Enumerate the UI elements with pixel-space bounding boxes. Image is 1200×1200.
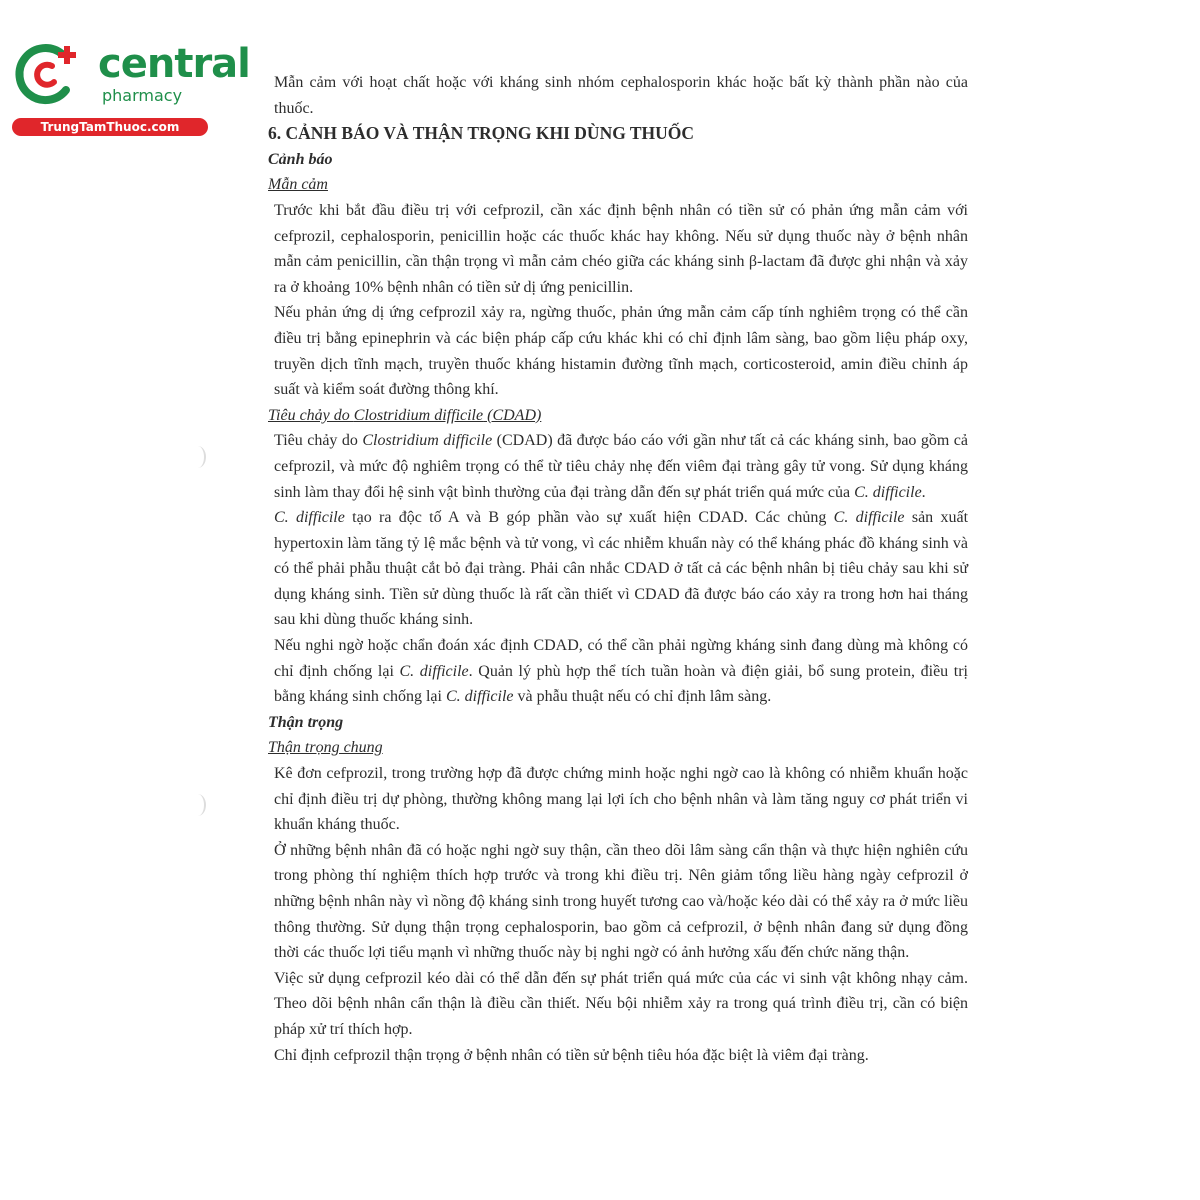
text-run-italic: Clostridium difficile bbox=[362, 432, 493, 450]
text-run-italic: C. difficile bbox=[274, 509, 345, 527]
text-run-italic: C. difficile bbox=[833, 509, 905, 527]
paragraph-hypersensitivity-1: Trước khi bắt đầu điều trị với cefprozil, cần xác định bệnh nhân có tiền sử có phản ứng mẫn cảm với cefprozil, cephalosporin, penicillin hoặc các thuốc khác hay không. Nếu sử dụng thuốc này ở bệnh nhân mẫn cảm penicillin, cần thận trọng vì mẫn cảm chéo giữa các kháng sinh β-lactam đã được ghi nhận và xảy ra ở khoảng 10% bệnh nhân có tiền sử dị ứng penicillin. bbox=[274, 201, 968, 296]
paragraph-hypersensitivity-2: Nếu phản ứng dị ứng cefprozil xảy ra, ngừng thuốc, phản ứng mẫn cảm cấp tính nghiêm trọng có thể cần điều trị bằng epinephrin và các biện pháp cấp cứu khác khi có chỉ định lâm sàng, bao gồm liệu pháp oxy, truyền dịch tĩnh mạch, truyền thuốc kháng histamin đường tĩnh mạch, corticosteroid, amin điều chỉnh áp suất và kiểm soát đường thông khí. bbox=[274, 304, 968, 399]
pharmacy-cross-icon bbox=[12, 38, 84, 110]
brand-name: central bbox=[98, 41, 250, 87]
subheading-warning: Cảnh báo bbox=[268, 150, 333, 168]
text-run-italic: C. difficile bbox=[445, 688, 514, 706]
paragraph-contraindication: Mẫn cảm với hoạt chất hoặc với kháng sinh nhóm cephalosporin khác hoặc bất kỳ thành phần nào của thuốc. bbox=[274, 74, 968, 117]
text-run: sản xuất hypertoxin làm tăng tỷ lệ mắc bệnh và tử vong, vì các nhiễm khuẩn này có thể kháng phác đồ kháng sinh và có thể phải phẫu thuật cắt bỏ đại tràng. Phải cân nhắc CDAD ở tất cả các bệnh nhân bị tiêu chảy sau khi sử dụng kháng sinh. Tiền sử dùng thuốc là rất cần thiết vì CDAD đã được báo cáo xảy ra trong hơn hai tháng sau khi dùng thuốc kháng sinh. bbox=[274, 509, 969, 629]
paragraph-precautions-4: Chỉ định cefprozil thận trọng ở bệnh nhân có tiền sử bệnh tiêu hóa đặc biệt là viêm đại tràng. bbox=[274, 1046, 869, 1064]
paragraph-cdad-1 bbox=[268, 428, 968, 505]
section-heading: 6. CẢNH BÁO VÀ THẬN TRỌNG KHI DÙNG THUỐC bbox=[268, 123, 695, 144]
text-run-italic: C. difficile bbox=[854, 483, 922, 501]
subheading-precautions: Thận trọng bbox=[268, 713, 344, 731]
subheading-cdad-part: (CDAD) bbox=[483, 406, 542, 424]
paragraph-precautions-3: Việc sử dụng cefprozil kéo dài có thể dẫn đến sự phát triển quá mức của các vi sinh vật không nhạy cảm. Theo dõi bệnh nhân cẩn thận là điều cần thiết. Nếu bội nhiễm xảy ra trong quá trình điều trị, cần có biện pháp xử trí thích hợp. bbox=[274, 969, 968, 1038]
brand-subtitle: pharmacy bbox=[102, 86, 183, 105]
text-run: Tiêu chảy do bbox=[274, 432, 363, 450]
paragraph-precautions-1: Kê đơn cefprozil, trong trường hợp đã được chứng minh hoặc nghi ngờ cao là không có nhiễm khuẩn hoặc chỉ định điều trị dự phòng, thường không mang lại lợi ích cho bệnh nhân và làm tăng nguy cơ phát triển vi khuẩn kháng thuốc. bbox=[274, 765, 968, 834]
text-run: (CDAD) đã được báo cáo với gần như tất cả các kháng sinh, bao gồm cả cefprozil, và mức độ nghiêm trọng có thể từ tiêu chảy nhẹ đến viêm đại tràng gây tử vong. Sử dụng kháng sinh làm thay đổi hệ sinh vật bình thường của đại tràng dẫn đến sự phát triển quá mức của bbox=[274, 432, 968, 501]
text-run-italic: C. difficile bbox=[399, 662, 469, 680]
text-run: . bbox=[921, 483, 926, 501]
punch-hole-mark bbox=[190, 446, 206, 468]
brand-url-badge: TrungTamThuoc.com bbox=[12, 118, 208, 136]
document-body bbox=[268, 70, 968, 1068]
subheading-hypersensitivity: Mẫn cảm bbox=[268, 176, 328, 194]
paragraph-cdad-3 bbox=[268, 633, 968, 710]
paragraph-cdad-2 bbox=[268, 505, 968, 633]
subheading-cdad-part: Tiêu chảy do bbox=[268, 406, 354, 424]
text-run: Nếu nghi ngờ hoặc chẩn đoán xác định CDAD, có thể cần phải ngừng kháng sinh đang dùng mà không có chỉ định chống lại bbox=[274, 637, 968, 680]
subheading-general-precautions: Thận trọng chung bbox=[268, 739, 383, 757]
subheading-cdad bbox=[268, 403, 968, 429]
text-run: tạo ra độc tố A và B góp phần vào sự xuất hiện CDAD. Các chủng bbox=[344, 509, 834, 527]
punch-hole-mark bbox=[190, 794, 206, 816]
brand-logo bbox=[12, 38, 250, 138]
text-run: . Quản lý phù hợp thể tích tuần hoàn và điện giải, bổ sung protein, điều trị bằng kháng sinh chống lại bbox=[274, 662, 969, 706]
subheading-cdad-part: Clostridium difficile bbox=[353, 406, 484, 424]
paragraph-precautions-2: Ở những bệnh nhân đã có hoặc nghi ngờ suy thận, cần theo dõi lâm sàng cẩn thận và thực hiện nghiên cứu trong phòng thí nghiệm thích hợp trước và trong khi điều trị. Nên giảm tổng liều hàng ngày cefprozil ở những bệnh nhân này vì nồng độ kháng sinh trong huyết tương cao và/hoặc kéo dài có thể xảy ra ở mức liều thông thường. Sử dụng thận trọng cephalosporin, bao gồm cả cefprozil, ở bệnh nhân đang sử dụng đồng thời các thuốc lợi tiểu mạnh vì những thuốc này bị nghi ngờ có ảnh hưởng xấu đến chức năng thận. bbox=[274, 841, 968, 962]
text-run: và phẫu thuật nếu có chỉ định lâm sàng. bbox=[513, 688, 772, 706]
